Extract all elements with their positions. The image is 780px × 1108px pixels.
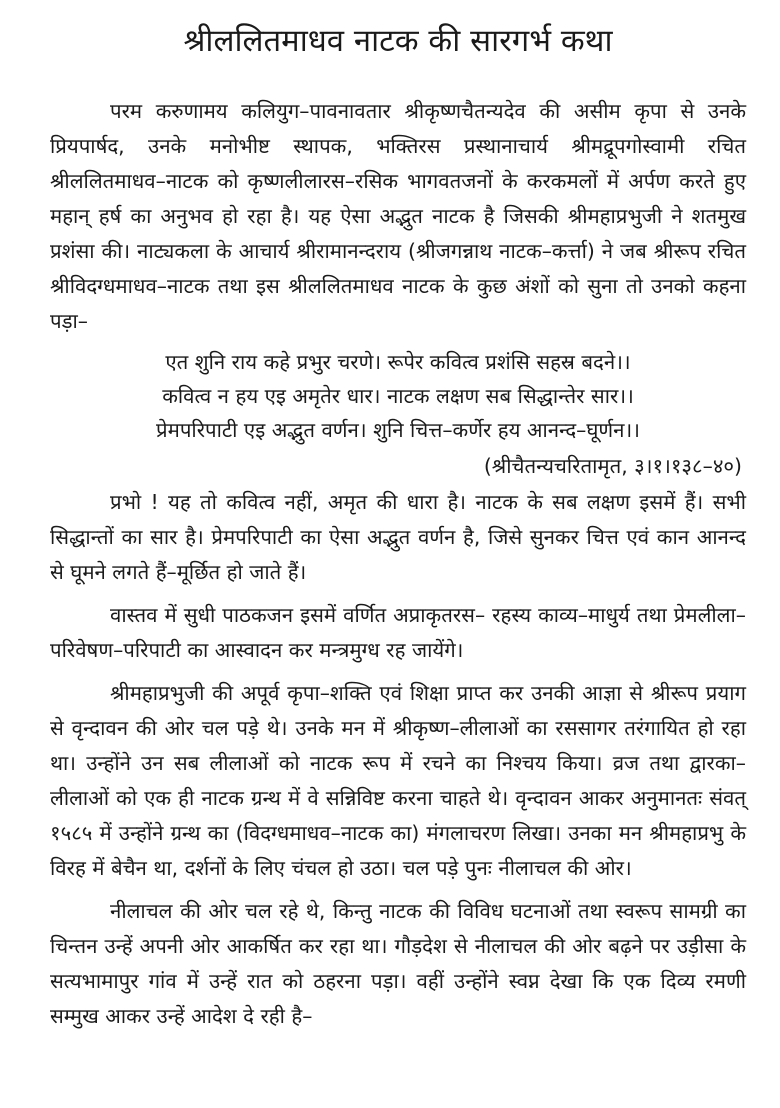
- verse-citation: (श्रीचैतन्यचरितामृत, ३।१।१३८–४०): [483, 454, 742, 478]
- verse-line: प्रेमपरिपाटी एइ अद्भुत वर्णन। शुनि चित्त–कर्णेर हय आनन्द–घूर्णन।।: [156, 418, 640, 442]
- page-title: श्रीललितमाधव नाटक की सारगर्भ कथा: [183, 23, 613, 59]
- verse-block: [50, 345, 746, 485]
- paragraph-readers: वास्तव में सुधी पाठकजन इसमें वर्णित अप्राकृतरस– रहस्य काव्य–माधुर्य तथा प्रेमलीला–परिवेषण–परिपाटी का आस्वादन कर मन्त्रमुग्ध रह जायेंगे।: [50, 603, 746, 662]
- paragraph-history: श्रीमहाप्रभुजी की अपूर्व कृपा–शक्ति एवं शिक्षा प्राप्त कर उनकी आज्ञा से श्रीरूप प्रयाग से वृन्दावन की ओर चल पड़े थे। उनके मन में श्रीकृष्ण–लीलाओं का रससागर तरंगायित हो रहा था। उन्होंने उन सब लीलाओं को नाटक रूप में रचने का निश्चय किया। व्रज तथा द्वारका–लीलाओं को एक ही नाटक ग्रन्थ में वे सन्निविष्ट करना चाहते थे। वृन्दावन आकर अनुमानतः संवत् १५८५ में उन्होंने ग्रन्थ का (विदग्धमाधव–नाटक का) मंगलाचरण लिखा। उनका मन श्रीमहाप्रभु के विरह में बेचैन था, दर्शनों के लिए चंचल हो उठा। चल पड़े पुनः नीलाचल की ओर।: [50, 681, 746, 880]
- verse-line: कवित्व न हय एइ अमृतेर धार। नाटक लक्षण सब सिद्धान्तेर सार।।: [162, 384, 634, 408]
- paragraph-intro: परम करुणामय कलियुग–पावनावतार श्रीकृष्णचैतन्यदेव की असीम कृपा से उनके प्रियपार्षद, उनके मनोभीष्ट स्थापक, भक्तिरस प्रस्थानाचार्य श्रीमद्रूपगोस्वामी रचित श्रीललितमाधव–नाटक को कृष्णलीलारस–रसिक भागवतजनों के करकमलों में अर्पण करते हुए महान् हर्ष का अनुभव हो रहा है। यह ऐसा अद्भुत नाटक है जिसकी श्रीमहाप्रभुजी ने शतमुख प्रशंसा की। नाट्यकला के आचार्य श्रीरामानन्दराय (श्रीजगन्नाथ नाटक–कर्त्ता) ने जब श्रीरूप रचित श्रीविदग्धमाधव–नाटक तथा इस श्रीललितमाधव नाटक के कुछ अंशों को सुना तो उनको कहना पड़ा–: [50, 99, 746, 333]
- verse-line: एत शुनि राय कहे प्रभुर चरणे। रूपेर कवित्व प्रशंसि सहस्र बदने।।: [165, 350, 631, 374]
- paragraph-explanation: प्रभो ! यह तो कवित्व नहीं, अमृत की धारा है। नाटक के सब लक्षण इसमें हैं। सभी सिद्धान्तों का सार है। प्रेमपरिपाटी का ऐसा अद्भुत वर्णन है, जिसे सुनकर चित्त एवं कान आनन्द से घूमने लगते हैं–मूर्छित हो जाते हैं।: [50, 490, 746, 584]
- paragraph-journey: नीलाचल की ओर चल रहे थे, किन्तु नाटक की विविध घटनाओं तथा स्वरूप सामग्री का चिन्तन उन्हें अपनी ओर आकर्षित कर रहा था। गौड़देश से नीलाचल की ओर बढ़ने पर उड़ीसा के सत्यभामापुर गांव में उन्हें रात को ठहरना पड़ा। वहीं उन्होंने स्वप्न देखा कि एक दिव्य रमणी सम्मुख आकर उन्हें आदेश दे रही है–: [50, 899, 746, 1028]
